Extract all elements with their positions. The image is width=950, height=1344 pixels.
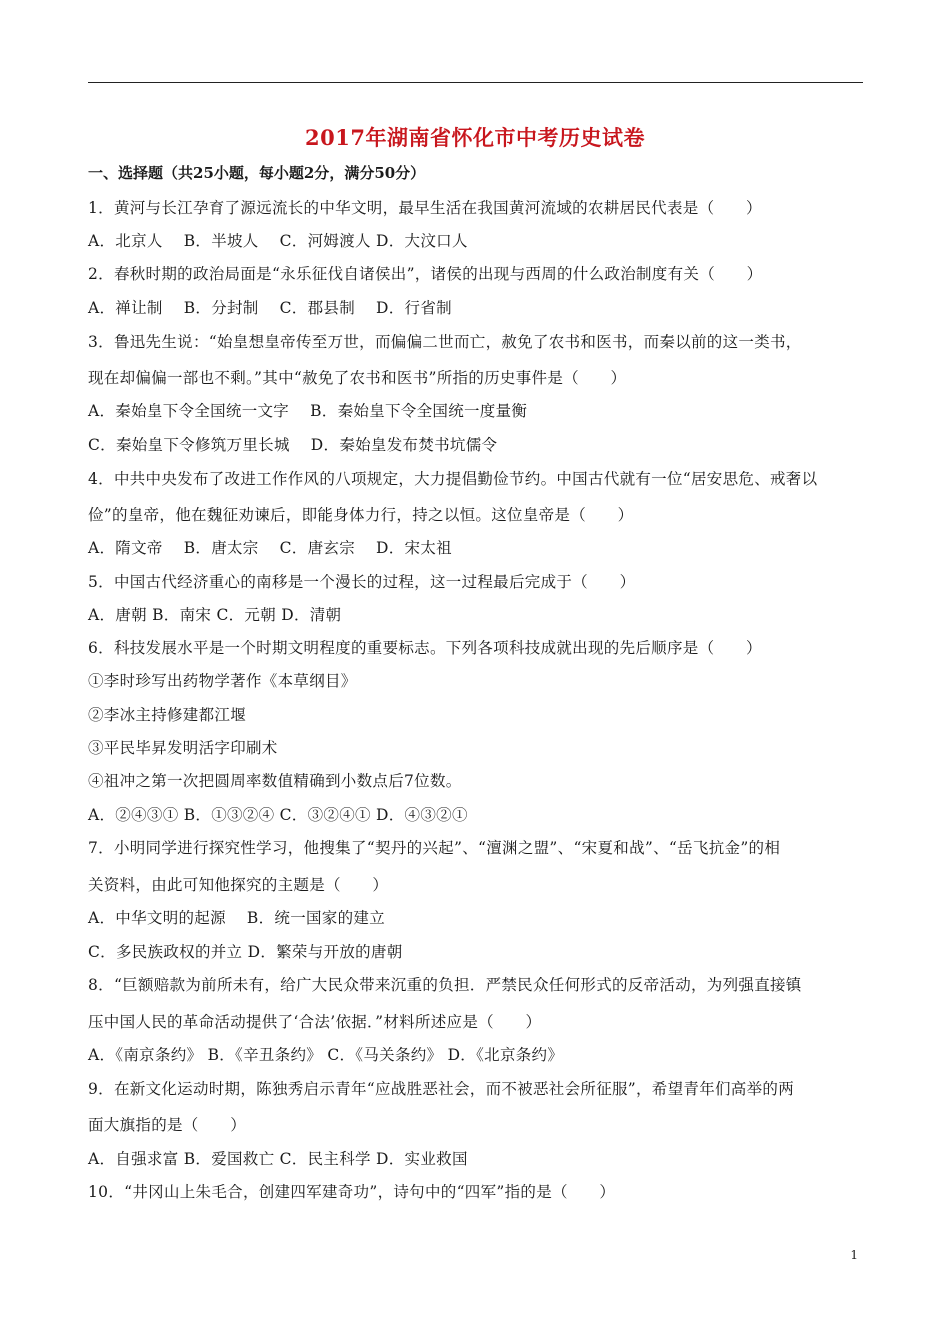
text-line: 9．在新文化运动时期，陈独秀启示青年“应战胜恶社会，而不被恶社会所征服”，希望青年们高举的两	[88, 1080, 795, 1098]
page-number: 1	[850, 1248, 858, 1262]
text-line: 1．黄河与长江孕育了源远流长的中华文明，最早生活在我国黄河流域的农耕居民代表是（ ）	[88, 199, 762, 217]
text-line: 面大旗指的是（ ）	[88, 1116, 247, 1134]
text-line: 10．“井冈山上朱毛合，创建四军建奇功”，诗句中的“四军”指的是（ ）	[88, 1183, 616, 1201]
text-line: A．中华文明的起源 B．统一国家的建立	[88, 909, 386, 927]
text-line: ③平民毕昇发明活字印刷术	[88, 739, 278, 757]
text-line: ④祖冲之第一次把圆周率数值精确到小数点后7位数。	[88, 772, 462, 790]
text-line: 2．春秋时期的政治局面是“永乐征伐自诸侯出”，诸侯的出现与西周的什么政治制度有关（ ）	[88, 265, 763, 283]
text-line: 7．小明同学进行探究性学习，他搜集了“契丹的兴起”、“澶渊之盟”、“宋夏和战”、“岳飞抗金”的相	[88, 839, 781, 857]
text-line: ②李冰主持修建都江堰	[88, 706, 247, 724]
text-line: 8．“巨额赔款为前所未有，给广大民众带来沉重的负担．严禁民众任何形式的反帝活动，为列强直接镇	[88, 976, 802, 994]
text-line: C．秦始皇下令修筑万里长城 D．秦始皇发布焚书坑儒令	[88, 436, 498, 454]
text-line: A．自强求富 B．爱国救亡 C．民主科学 D．实业救国	[88, 1150, 468, 1168]
text-line: 压中国人民的革命活动提供了‘合法’依据．”材料所述应是（ ）	[88, 1013, 542, 1031]
header-rule	[88, 82, 863, 83]
text-line: A．②④③① B．①③②④ C．③②④① D．④③②①	[88, 806, 468, 824]
text-line: A．秦始皇下令全国统一文字 B．秦始皇下令全国统一度量衡	[88, 402, 528, 420]
text-line: 5．中国古代经济重心的南移是一个漫长的过程，这一过程最后完成于（ ）	[88, 573, 636, 591]
text-line: A．隋文帝 B．唐太宗 C．唐玄宗 D．宋太祖	[88, 539, 452, 557]
text-line: 4．中共中央发布了改进工作作风的八项规定，大力提倡勤俭节约。中国古代就有一位“居安思危、戒奢以	[88, 470, 818, 488]
page-title: 2017年湖南省怀化市中考历史试卷	[305, 125, 645, 150]
text-line: A．唐朝 B．南宋 C．元朝 D．清朝	[88, 606, 342, 624]
text-line: 关资料，由此可知他探究的主题是（ ）	[88, 876, 389, 894]
text-line: 6．科技发展水平是一个时期文明程度的重要标志。下列各项科技成就出现的先后顺序是（ ）	[88, 639, 762, 657]
text-line: C．多民族政权的并立 D．繁荣与开放的唐朝	[88, 943, 403, 961]
section-heading: 一、选择题（共25小题，每小题2分，满分50分）	[88, 164, 426, 182]
text-line: A．禅让制 B．分封制 C．郡县制 D．行省制	[88, 299, 452, 317]
text-line: 3．鲁迅先生说：“始皇想皇帝传至万世，而偏偏二世而亡，赦免了农书和医书，而秦以前的这一类书，	[88, 333, 802, 351]
text-line: ①李时珍写出药物学著作《本草纲目》	[88, 672, 357, 690]
text-line: A．北京人 B．半坡人 C．河姆渡人 D．大汶口人	[88, 232, 468, 250]
text-line: 俭”的皇帝，他在魏征劝谏后，即能身体力行，持之以恒。这位皇帝是（ ）	[88, 506, 634, 524]
text-line: 现在却偏偏一部也不剩。”其中“赦免了农书和医书”所指的历史事件是（ ）	[88, 369, 627, 387]
text-line: A．《南京条约》 B．《辛丑条约》 C．《马关条约》 D．《北京条约》	[88, 1046, 564, 1064]
